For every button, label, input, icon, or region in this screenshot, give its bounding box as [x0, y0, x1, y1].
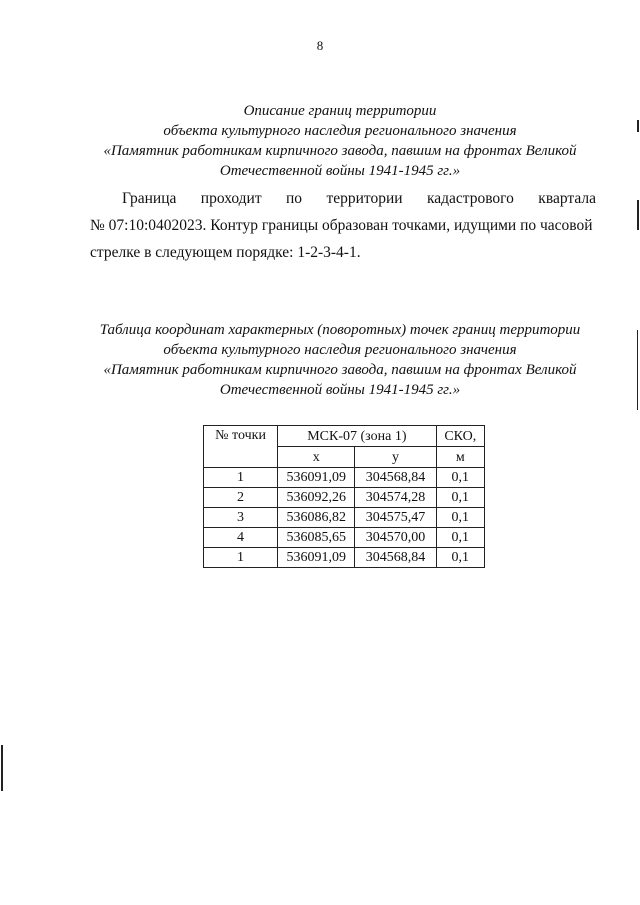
- paragraph-word: квартала: [538, 190, 596, 207]
- cell-point: 1: [204, 548, 278, 568]
- paragraph-word: территории: [326, 190, 403, 207]
- paragraph-word: по: [286, 190, 303, 207]
- cell-sko: 0,1: [436, 548, 484, 568]
- table-row: [204, 508, 485, 528]
- header-point-number: № точки: [204, 426, 278, 468]
- cell-point: 4: [204, 528, 278, 548]
- coordinates-table: [203, 425, 485, 568]
- cell-x: 536091,09: [278, 548, 355, 568]
- scan-edge-mark: [637, 200, 639, 230]
- paragraph-word: кадастрового: [426, 190, 514, 207]
- table-row: [204, 548, 485, 568]
- cell-sko: 0,1: [436, 488, 484, 508]
- cell-point: 2: [204, 488, 278, 508]
- subheader-x: x: [278, 447, 355, 468]
- scan-edge-mark: [637, 330, 638, 410]
- table-heading-line: объекта культурного наследия регионального значения: [163, 342, 517, 358]
- cell-y: 304568,84: [355, 548, 436, 568]
- cell-sko: 0,1: [436, 528, 484, 548]
- cell-y: 304570,00: [355, 528, 436, 548]
- cell-x: 536091,09: [278, 468, 355, 488]
- cell-x: 536085,65: [278, 528, 355, 548]
- description-heading-line: «Памятник работникам кирпичного завода, павшим на фронтах Великой: [103, 143, 577, 159]
- cell-x: 536092,26: [278, 488, 355, 508]
- table-heading-line: Таблица координат характерных (поворотных) точек границ территории: [99, 322, 581, 338]
- paragraph-word: проходит: [200, 190, 262, 207]
- cell-sko: 0,1: [436, 468, 484, 488]
- cell-y: 304574,28: [355, 488, 436, 508]
- table-heading-line: Отечественной войны 1941-1945 гг.»: [219, 382, 461, 398]
- cell-sko: 0,1: [436, 508, 484, 528]
- table-heading-line: «Памятник работникам кирпичного завода, павшим на фронтах Великой: [103, 362, 577, 378]
- cell-y: 304575,47: [355, 508, 436, 528]
- table-row: [204, 488, 485, 508]
- paragraph-line-3: стрелке в следующем порядке: 1-2-3-4-1.: [90, 244, 361, 261]
- header-sko: СКО,: [436, 426, 484, 447]
- table-row: [204, 528, 485, 548]
- subheader-y: y: [355, 447, 436, 468]
- cell-point: 3: [204, 508, 278, 528]
- scan-edge-mark: [637, 120, 639, 132]
- table-heading: [60, 320, 620, 400]
- cell-point: 1: [204, 468, 278, 488]
- table-row: [204, 468, 485, 488]
- description-heading-line: Описание границ территории: [243, 103, 437, 119]
- scan-edge-mark: [1, 745, 3, 791]
- paragraph-word: Граница: [122, 190, 177, 207]
- description-heading-line: Отечественной войны 1941-1945 гг.»: [219, 163, 461, 179]
- description-heading: [60, 101, 620, 181]
- cell-x: 536086,82: [278, 508, 355, 528]
- page-number: 8: [316, 38, 324, 53]
- cell-y: 304568,84: [355, 468, 436, 488]
- paragraph-line-1: [122, 189, 596, 209]
- subheader-unit: м: [436, 447, 484, 468]
- paragraph-line-2: № 07:10:0402023. Контур границы образован точками, идущими по часовой: [90, 217, 593, 234]
- table-header-row: [204, 426, 485, 447]
- description-heading-line: объекта культурного наследия регионального значения: [163, 123, 517, 139]
- header-coordinate-system: МСК-07 (зона 1): [278, 426, 437, 447]
